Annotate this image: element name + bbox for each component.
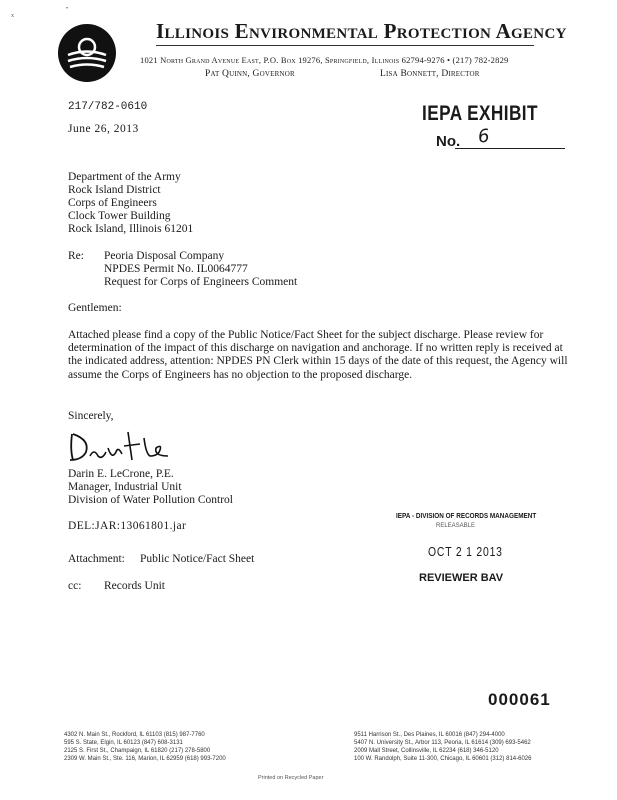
- recycled-paper-note: Printed on Recycled Paper: [258, 775, 324, 781]
- footer-address: 9511 Harrison St., Des Plaines, IL 60016 (847) 294-4000: [354, 732, 505, 738]
- recipient-line: Rock Island, Illinois 61201: [68, 223, 194, 235]
- phone-number: 217/782-0610: [68, 101, 148, 113]
- salutation: Gentlemen:: [68, 302, 122, 314]
- agency-address: 1021 North Grand Avenue East, P.O. Box 19276, Springfield, Illinois 62794-9276 • (217) 782-2829: [140, 55, 509, 65]
- records-stamp-title: IEPA - DIVISION OF RECORDS MANAGEMENT: [396, 511, 537, 520]
- director-name: Lisa Bonnett, Director: [380, 69, 480, 79]
- signature: [64, 426, 184, 466]
- footer-right-addresses: [354, 731, 531, 763]
- body-paragraph: Attached please find a copy of the Public Notice/Fact Sheet for the subject discharge. Please review for determination of the impact of this discharge on navigation and anchorage. If no written reply is received at the indicated address, attention: NPDES PN Clerk within 15 days of the date of this request, the Agency will assume the Corps of Engineers has no objection to the proposed discharge.: [68, 329, 568, 381]
- re-line: Request for Corps of Engineers Comment: [104, 276, 298, 288]
- scan-mark: x: [11, 13, 14, 19]
- records-stamp-date: OCT 2 1 2013: [428, 544, 503, 559]
- exhibit-underline: [455, 148, 565, 149]
- exhibit-title: IEPA EXHIBIT: [422, 102, 538, 125]
- attachment-label: Attachment:: [68, 553, 125, 565]
- letterhead-rule: [156, 45, 534, 46]
- re-line: Peoria Disposal Company: [104, 250, 225, 262]
- records-stamp-subtitle: RELEASABLE: [436, 523, 476, 529]
- letter-date: June 26, 2013: [68, 123, 139, 135]
- cc-value: Records Unit: [104, 580, 166, 592]
- cc-label: cc:: [68, 580, 82, 592]
- re-line: NPDES Permit No. IL0064777: [104, 263, 248, 275]
- footer-address: 100 W. Randolph, Suite 11-300, Chicago, IL 60601 (312) 814-6026: [354, 756, 532, 762]
- recipient-line: Department of the Army: [68, 171, 181, 183]
- signer-name: Darin E. LeCrone, P.E.: [68, 468, 174, 480]
- footer-address: 2009 Mall Street, Collinsville, IL 62234 (618) 346-5120: [354, 748, 499, 754]
- exhibit-no-label: No.: [436, 133, 461, 150]
- bates-number: 000061: [488, 690, 551, 709]
- footer-address: 4302 N. Main St., Rockford, IL 61103 (815) 987-7760: [64, 732, 205, 738]
- agency-name: Illinois Environmental Protection Agency: [156, 19, 567, 43]
- signer-division: Division of Water Pollution Control: [68, 494, 233, 506]
- recipient-line: Rock Island District: [68, 184, 161, 196]
- re-label: Re:: [68, 250, 84, 262]
- signer-title: Manager, Industrial Unit: [68, 481, 182, 493]
- footer-left-addresses: [64, 731, 226, 763]
- iepa-logo: [56, 22, 118, 84]
- footer-address: 5407 N. University St., Arbor 113, Peoria, IL 61614 (309) 693-5462: [354, 740, 531, 746]
- scan-mark: •: [66, 6, 69, 12]
- governor-name: Pat Quinn, Governor: [205, 69, 295, 79]
- attachment-value: Public Notice/Fact Sheet: [140, 553, 255, 565]
- recipient-line: Clock Tower Building: [68, 210, 171, 222]
- footer-address: 2125 S. First St., Champaign, IL 61820 (217) 278-5800: [64, 748, 211, 754]
- closing: Sincerely,: [68, 410, 114, 422]
- records-stamp-reviewer: REVIEWER BAV: [419, 572, 504, 584]
- reference-code: DEL:JAR:13061801.jar: [68, 520, 187, 532]
- recipient-line: Corps of Engineers: [68, 197, 157, 209]
- footer-address: 2309 W. Main St., Ste. 116, Marion, IL 62959 (618) 993-7200: [64, 756, 226, 762]
- exhibit-number: 6: [476, 125, 491, 148]
- footer-address: 595 S. State, Elgin, IL 60123 (847) 608-3131: [64, 740, 183, 746]
